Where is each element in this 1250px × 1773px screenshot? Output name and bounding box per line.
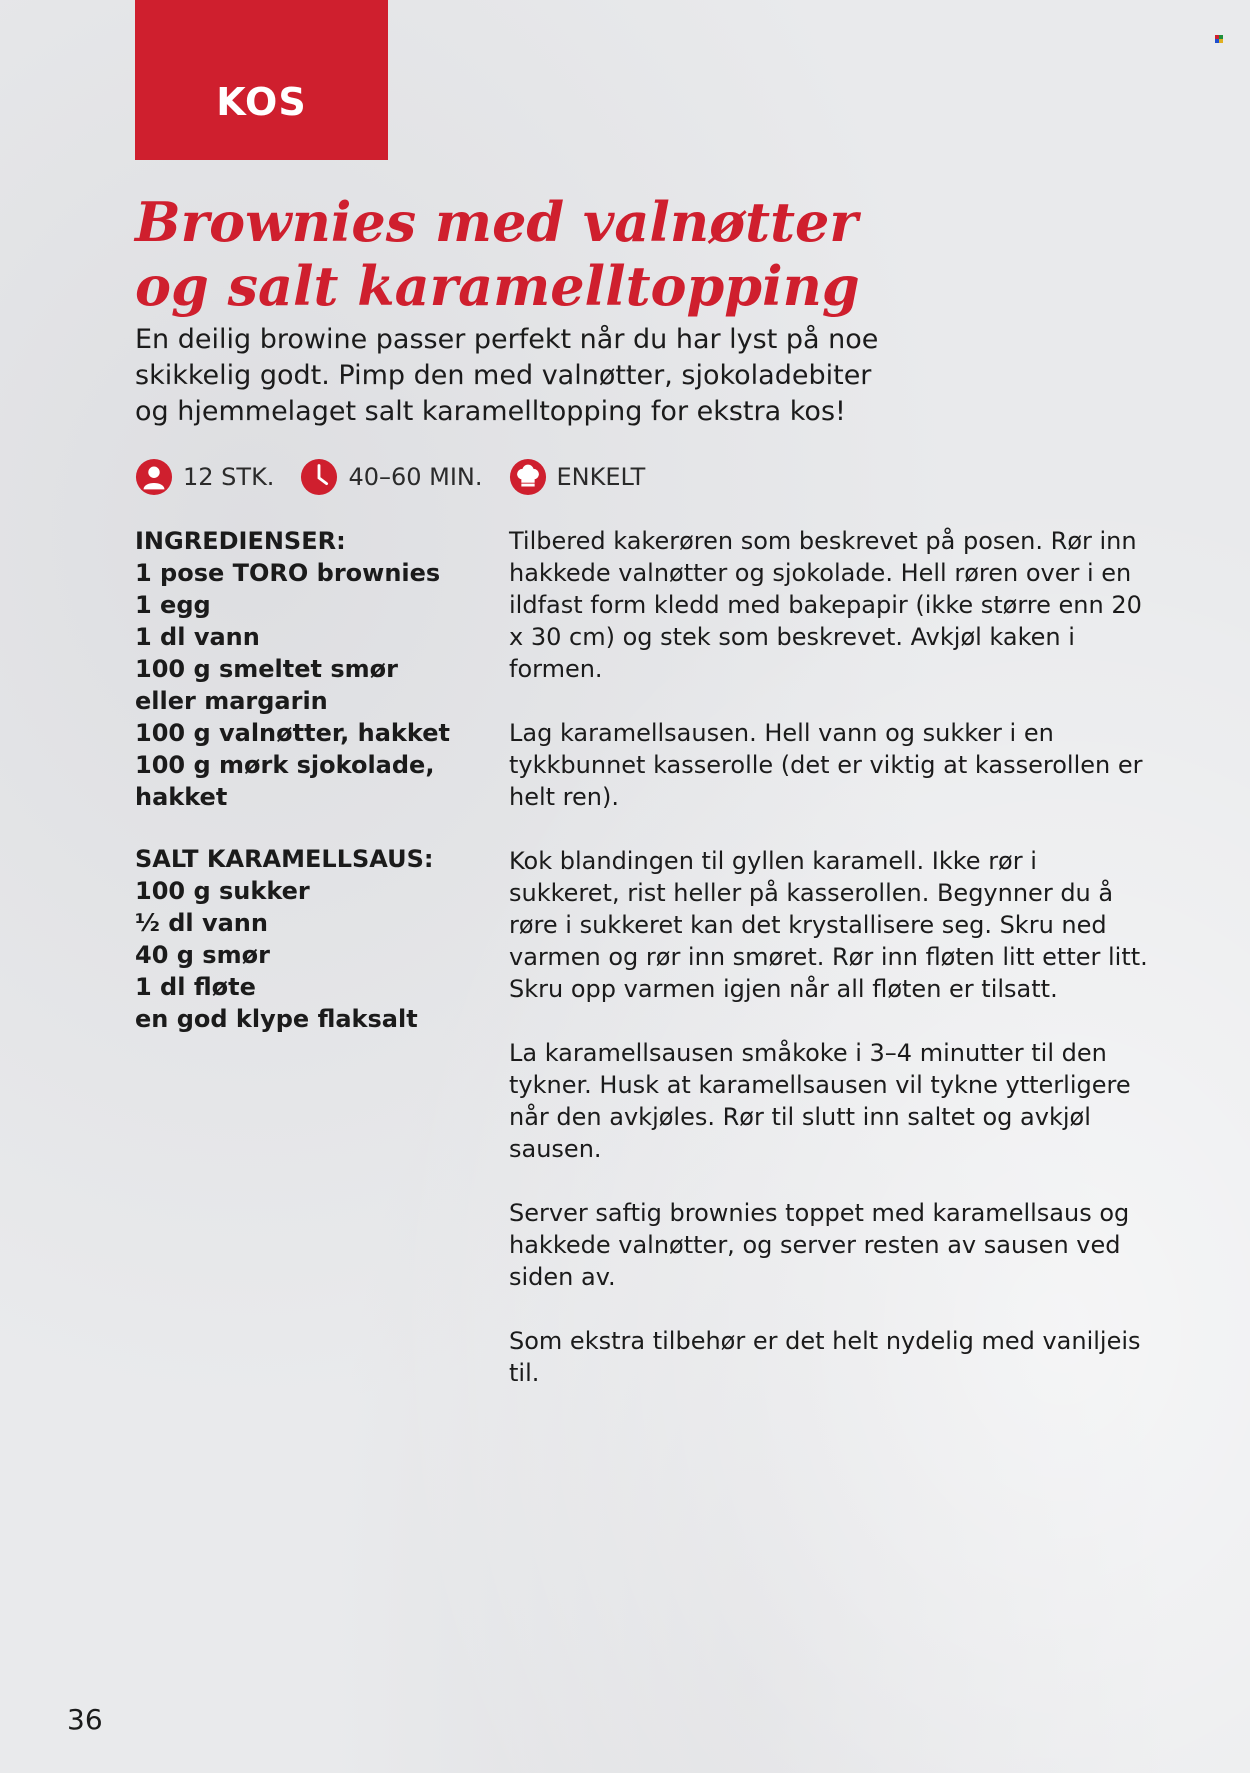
sauce-item: 40 g smør — [135, 941, 270, 969]
sauce-heading: SALT KARAMELLSAUS: — [135, 845, 434, 873]
sauce-item: en god klype flaksalt — [135, 1005, 418, 1033]
time-label: 40–60 MIN. — [348, 463, 483, 491]
clock-icon — [300, 458, 338, 496]
corner-mark-icon — [1215, 35, 1223, 43]
method-step: La karamellsausen småkoke i 3–4 minutter til den tykner. Husk at karamellsausen vil tykne ytterligere når den avkjøles. Rør til slutt inn saltet og avkjøl sausen. — [509, 1039, 1131, 1163]
page-number: 36 — [67, 1703, 103, 1736]
ingredient-item: 100 g smeltet smør — [135, 655, 398, 683]
method-step: Som ekstra tilbehør er det helt nydelig med vaniljeis til. — [509, 1327, 1141, 1387]
ingredient-item: eller margarin — [135, 687, 328, 715]
ingredient-item: 100 g mørk sjokolade, — [135, 751, 435, 779]
recipe-meta — [135, 457, 671, 497]
sauce-item: 1 dl fløte — [135, 973, 256, 1001]
ingredient-item: 1 pose TORO brownies — [135, 559, 441, 587]
intro-line: skikkelig godt. Pimp den med valnøtter, sjokoladebiter — [135, 360, 872, 391]
difficulty-meta — [509, 458, 646, 496]
ingredients-list — [135, 557, 475, 813]
method-column — [509, 525, 1149, 1421]
time-meta — [300, 458, 482, 496]
sauce-ingredients — [135, 843, 475, 1035]
category-tag-label: KOS — [216, 80, 307, 124]
portions-label: 12 STK. — [183, 463, 275, 491]
difficulty-label: ENKELT — [556, 463, 646, 491]
recipe-title — [135, 190, 1035, 318]
sauce-list — [135, 875, 475, 1035]
method-step: Tilbered kakerøren som beskrevet på posen. Rør inn hakkede valnøtter og sjokolade. Hell røren over i en ildfast form kledd med bakepapir (ikke større enn 20 x 30 cm) og stek som beskrevet. Avkjøl kaken i formen. — [509, 527, 1142, 683]
recipe-title-line: og salt karamelltopping — [135, 254, 860, 318]
recipe-title-line: Brownies med valnøtter — [135, 190, 858, 254]
chef-hat-icon — [509, 458, 547, 496]
method-step: Lag karamellsausen. Hell vann og sukker i en tykkbunnet kasserolle (det er viktig at kasserollen er helt ren). — [509, 719, 1143, 811]
ingredient-item: 1 egg — [135, 591, 211, 619]
ingredients-heading: INGREDIENSER: — [135, 527, 346, 555]
person-icon — [135, 458, 173, 496]
ingredient-item: hakket — [135, 783, 228, 811]
method-step: Server saftig brownies toppet med karamellsaus og hakkede valnøtter, og server resten av sausen ved siden av. — [509, 1199, 1130, 1291]
portions-meta — [135, 458, 274, 496]
intro-line: og hjemmelaget salt karamelltopping for ekstra kos! — [135, 396, 846, 427]
ingredient-item: 1 dl vann — [135, 623, 260, 651]
sauce-item: 100 g sukker — [135, 877, 310, 905]
category-tag — [135, 0, 388, 160]
sauce-item: ½ dl vann — [135, 909, 268, 937]
ingredient-item: 100 g valnøtter, hakket — [135, 719, 450, 747]
ingredients-column — [135, 525, 475, 1035]
intro-line: En deilig browine passer perfekt når du har lyst på noe — [135, 324, 879, 355]
recipe-intro — [135, 322, 915, 430]
method-step: Kok blandingen til gyllen karamell. Ikke rør i sukkeret, rist heller på kasserollen. Begynner du å røre i sukkeret kan det krystallisere seg. Skru ned varmen og rør inn smøret. Rør inn fløten litt etter litt. Skru opp varmen igjen når all fløten er tilsatt. — [509, 847, 1148, 1003]
